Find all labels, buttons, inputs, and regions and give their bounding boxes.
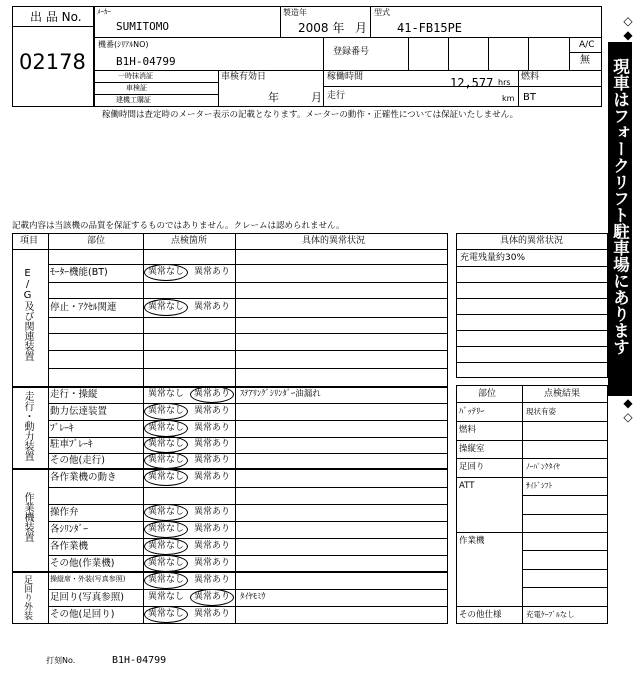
row-part: 駐車ﾌﾞﾚｰｷ [50,439,93,450]
status-abnormal-option[interactable]: 異常あり [194,302,231,312]
row-part: その他(作業機) [50,558,115,569]
selected-status-circle [144,538,188,555]
group-label-work: 作業機装置 [22,492,33,542]
detail-line [456,298,608,299]
fuel-label: 燃料 [521,72,540,82]
table-row [48,420,448,437]
inspection-year-unit: 年 [268,91,279,104]
result-row-part: その他仕様 [459,610,502,620]
status-normal-option[interactable]: 異常なし [148,558,185,568]
row-detail: ﾀｲﾔﾓﾐｳ [240,592,266,602]
table-row [48,317,448,333]
selected-status-circle [144,469,188,486]
banner-marker-bottom: ◆◇ [606,396,634,424]
result-row-part: 燃料 [459,425,477,435]
year-value: 2008 年 [298,21,345,35]
table-row [48,250,448,264]
result-row-divider [522,587,608,588]
table-row [48,282,448,298]
registration-label: 登録番号 [333,47,370,57]
quality-disclaimer: 記載内容は当該機の品質を保証するものではありません。クレームは認められません。 [12,221,345,231]
maker-value: SUMITOMO [116,20,169,33]
status-abnormal-option[interactable]: 異常あり [194,406,231,416]
status-normal-option[interactable]: 異常なし [148,472,185,482]
selected-status-circle [144,555,188,572]
status-normal-option[interactable]: 異常なし [148,423,185,433]
selected-status-circle [144,504,188,521]
status-normal-option[interactable]: 異常なし [148,575,185,585]
status-abnormal-option[interactable]: 異常あり [194,575,231,585]
selected-status-circle [144,436,188,453]
result-row-divider [522,569,608,570]
row-part: ﾌﾞﾚｰｷ [50,423,74,434]
header-item: 項目 [20,236,39,246]
table-row [48,350,448,368]
table-row [48,538,448,555]
header-detail: 具体的異常状況 [302,236,366,246]
result-row-value: 充電ｹｰﾌﾞﾙなし [526,610,575,619]
result-row-divider [522,550,608,551]
status-abnormal-option[interactable]: 異常あり [194,267,231,277]
table-row [48,333,448,350]
banner-text: 現車はフォークリフト駐車場にあります [610,58,630,355]
hours-label: 稼働時間 [327,72,364,82]
status-abnormal-option[interactable]: 異常あり [194,423,231,433]
row-part: 動力伝達装置 [50,406,108,417]
result-row-value: ﾉｰﾊﾟﾝｸﾀｲﾔ [526,462,560,471]
model-value: 41-FB15PE [397,21,463,35]
row-part: 各ｼﾘﾝﾀﾞｰ [50,524,89,535]
serial-label: 機番(ｼﾘｱﾙNO) [98,40,149,49]
fuel-value: BT [523,92,536,103]
stamp-label: 打刻No. [46,656,76,665]
lot-number: 02178 [19,50,86,74]
result-row-divider [522,514,608,515]
row-part: 足回り(写真参照) [50,592,124,603]
status-abnormal-option[interactable]: 異常あり [194,455,231,465]
result-row-divider [456,440,608,441]
selected-status-circle [144,420,188,437]
result-row-part: 足回り [459,462,485,472]
status-abnormal-option[interactable]: 異常あり [194,389,231,399]
inspection-label: 車検有効日 [221,72,267,82]
status-abnormal-option[interactable]: 異常あり [194,541,231,551]
status-abnormal-option[interactable]: 異常あり [194,507,231,517]
status-abnormal-option[interactable]: 異常あり [194,524,231,534]
selected-status-circle [144,572,188,589]
result-row-divider [456,532,608,533]
serial-value: B1H-04799 [116,55,176,68]
status-abnormal-option[interactable]: 異常あり [194,609,231,619]
right-result-header-part: 部位 [478,389,497,399]
selected-status-circle [190,386,234,403]
table-row [48,368,448,387]
header-part: 部位 [87,236,106,246]
result-row-part: ﾊﾞｯﾃﾘｰ [459,407,485,417]
table-row [48,521,448,538]
status-normal-option[interactable]: 異常なし [148,524,185,534]
lot-label: 出 品 No. [30,10,82,24]
selected-status-circle [144,452,188,469]
table-row [48,264,448,282]
selected-status-circle [144,403,188,420]
result-row-part: 作業機 [459,536,485,546]
result-row-divider [456,477,608,478]
detail-line [456,314,608,315]
detail-line [456,362,608,363]
row-part: 各作業機 [50,541,89,552]
model-label: 型式 [374,8,390,17]
result-row-divider [456,606,608,607]
result-row-divider [456,421,608,422]
status-normal-option[interactable]: 異常なし [148,507,185,517]
row-detail: ｽﾃｱﾘﾝｸﾞｼﾘﾝﾀﾞｰ油漏れ [240,389,321,399]
detail-line [456,330,608,331]
selected-status-circle [144,606,188,623]
status-normal-option[interactable]: 異常なし [148,455,185,465]
year-label: 製造年 [283,8,307,17]
group-label-drive: 走行・動力装置 [22,391,33,461]
permit-construction: 建機工購証 [116,96,151,104]
result-row-divider [456,458,608,459]
result-row-part: 操縦室 [459,444,485,454]
selected-status-circle [144,521,188,538]
result-row-value: 現状有姿 [526,407,556,416]
table-row [48,504,448,521]
result-row-value: ｻｲﾄﾞｼﾌﾄ [526,481,553,490]
hours-value: 12,577 [450,76,494,90]
status-abnormal-option[interactable]: 異常あり [194,472,231,482]
status-normal-option[interactable]: 異常なし [148,541,185,551]
ac-value: 無 [580,55,590,66]
detail-line [456,282,608,283]
banner-marker-top: ◇◆ [606,14,634,42]
hours-unit: hrs [498,78,511,87]
status-normal-option[interactable]: 異常なし [148,302,185,312]
row-part: 操縦席・外装(写真参照) [50,575,126,583]
row-part: 各作業機の動き [50,472,117,483]
table-row [48,403,448,420]
right-detail-header: 具体的異常状況 [500,236,564,246]
year-month-unit: 月 [355,21,368,35]
row-part: その他(走行) [50,455,105,466]
detail-line-text: 充電残量約30% [460,253,526,263]
row-part: 停止・ｱｸｾﾙ関連 [50,302,117,313]
ac-label: A/C [579,40,595,50]
row-part: 操作弁 [50,507,79,518]
status-normal-option[interactable]: 異常なし [148,609,185,619]
detail-line [456,346,608,347]
selected-status-circle [144,264,188,281]
group-label-undercarriage: 足回り外装 [22,575,32,620]
row-part: 走行・操縦 [50,389,98,400]
table-row [48,487,448,504]
row-part: その他(足回り) [50,609,115,620]
selected-status-circle [190,589,234,606]
status-normal-option[interactable]: 異常なし [148,267,185,277]
status-abnormal-option[interactable]: 異常あり [194,558,231,568]
side-banner [608,14,635,424]
status-normal-option[interactable]: 異常なし [148,439,185,449]
header-point: 点検箇所 [171,236,208,246]
status-abnormal-option[interactable]: 異常あり [194,439,231,449]
stamp-value: B1H-04799 [112,655,167,666]
status-normal-option[interactable]: 異常なし [148,406,185,416]
group-label-engine: E/G及び関連装置 [22,268,33,361]
row-part: ﾓｰﾀｰ機能(BT) [50,267,108,278]
detail-line [456,266,608,267]
mileage-label: 走行 [327,91,346,101]
right-result-header-result: 点検結果 [544,389,581,399]
status-abnormal-option[interactable]: 異常あり [194,592,231,602]
permit-temp-cancel: 一時抹消証 [118,72,153,80]
result-row-divider [522,495,608,496]
meter-disclaimer: 稼働時間は査定時のメーター表示の記載となります。メーターの動作・正確性については保証いたしません。 [102,110,519,120]
selected-status-circle [144,299,188,316]
km-unit: km [502,94,515,103]
inspection-month-unit: 月 [311,91,322,104]
table-row [48,437,448,453]
permit-vehicle-inspection: 車検証 [126,84,147,92]
table-row [48,453,448,469]
status-normal-option[interactable]: 異常なし [148,389,185,399]
result-row-part: ATT [459,481,475,491]
maker-label: ﾒｰｶｰ [97,8,111,16]
status-normal-option[interactable]: 異常なし [148,592,185,602]
